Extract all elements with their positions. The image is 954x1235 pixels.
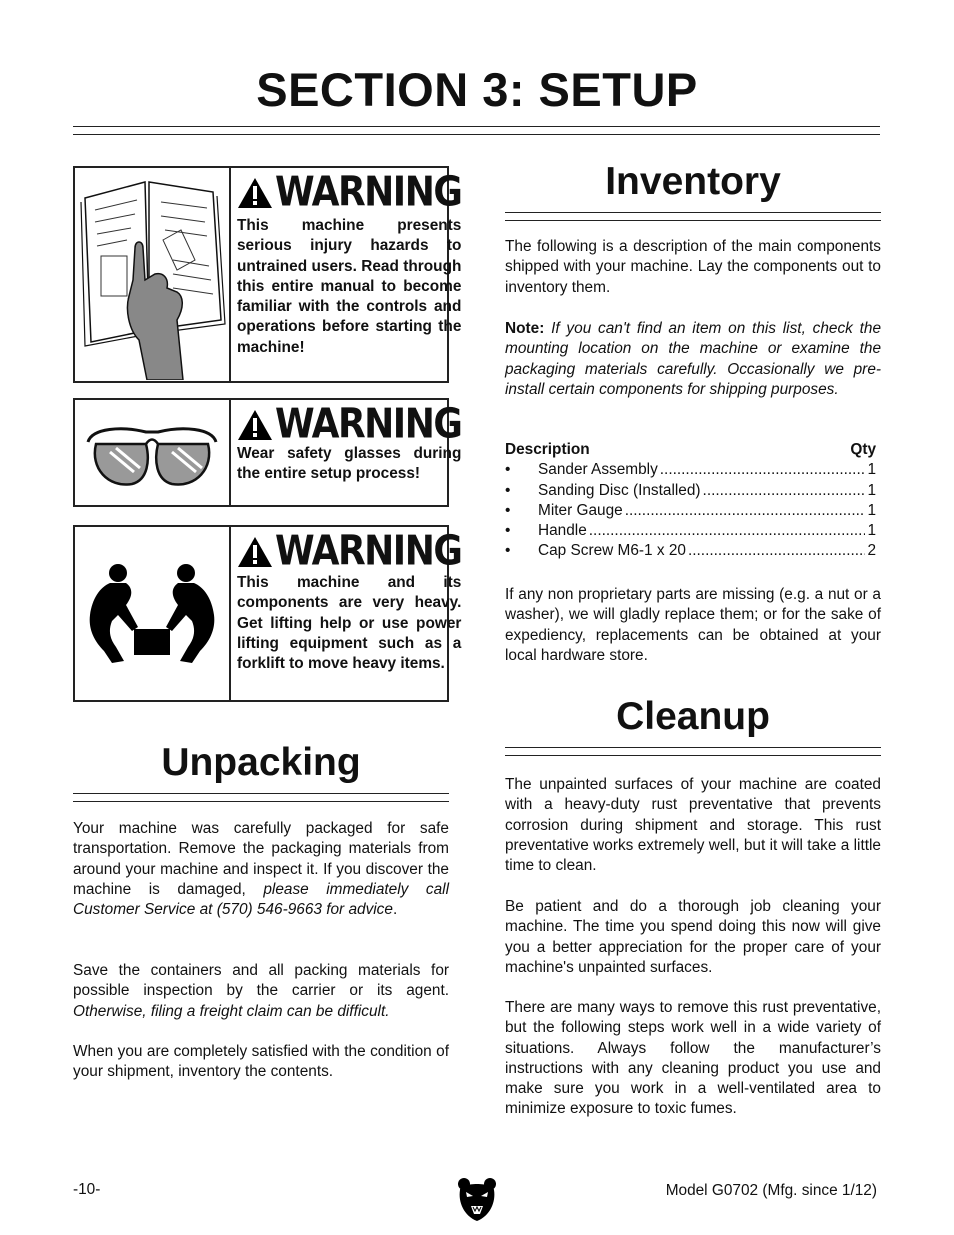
cleanup-paragraph-1: The unpainted surfaces of your machine are coated with a heavy-duty rust preventative that prevents corrosion during shipment and storage. This rust preventative works extremely well, but it will take a little time to clean.: [505, 776, 881, 875]
inventory-intro: The following is a description of the main components shipped with your machine. Lay the components out to inventory them.: [505, 238, 881, 296]
leader-dots: [589, 521, 866, 541]
warning-text: Wear safety glasses during the entire setup process!: [237, 445, 462, 483]
item-qty: 2: [867, 542, 876, 560]
warning-triangle-icon: [237, 176, 273, 210]
unpacking-divider: [73, 793, 449, 802]
item-name: Sander Assembly: [538, 461, 658, 479]
inventory-list-header: [505, 440, 876, 460]
unpacking-paragraph-3: When you are completely satisfied with the condition of your shipment, inventory the contents.: [73, 1043, 449, 1081]
warning-text: This machine presents serious injury hazards to untrained users. Read through this entire manual to become familiar with the controls and operations before starting the machine!: [237, 217, 462, 356]
inventory-note: Note: If you can't find an item on this list, check the mounting location on the machine or examine the packaging materials carefully. Occasionally we pre-install certain components for shipping purposes.: [505, 320, 882, 398]
list-item: [505, 501, 876, 521]
bullet: •: [505, 542, 511, 560]
leader-dots: [688, 541, 865, 561]
qty-column-header: Qty: [850, 441, 876, 458]
item-qty: 1: [867, 481, 876, 499]
item-qty: 1: [867, 461, 876, 479]
cleanup-paragraph-3: There are many ways to remove this rust preventative, but the following steps work well in a wide variety of situations. Always follow the manufacturer’s instructions with any cleaning product you use and make sure you work in a well-ventilated area to minimize exposure to toxic fumes.: [505, 999, 881, 1118]
item-name: Miter Gauge: [538, 501, 623, 519]
warning-triangle-icon: [237, 408, 273, 442]
bullet: •: [505, 522, 511, 540]
unpacking-paragraph-1: Your machine was carefully packaged for safe transportation. Remove the packaging materials from around your machine and inspect it. If you discover the machine is damaged, please immediately call Customer Service at (570) 546-9663 for advice.: [73, 820, 449, 919]
list-item: [505, 521, 876, 541]
warning-text: This machine and its components are very heavy. Get lifting help or use power lifting equipment such as a forklift to move heavy items.: [237, 574, 462, 673]
item-name: Handle: [538, 522, 587, 540]
list-item: [505, 541, 876, 561]
two-person-lift-icon: [75, 527, 231, 700]
item-qty: 1: [867, 501, 876, 519]
warning-heading: WARNING: [275, 168, 462, 216]
cleanup-heading: Cleanup: [616, 695, 770, 738]
warning-heading: WARNING: [275, 400, 462, 448]
page-number: -10-: [73, 1181, 101, 1198]
inventory-outro: If any non proprietary parts are missing (e.g. a nut or a washer), we will gladly replace them; or for the sake of expediency, replacements can be obtained at your local hardware store.: [505, 586, 881, 664]
manual-reading-icon: [75, 168, 231, 381]
leader-dots: [703, 481, 866, 501]
warning-box-heavy: [73, 525, 462, 702]
unpacking-heading: Unpacking: [161, 741, 361, 784]
inventory-heading: Inventory: [605, 160, 781, 203]
bullet: •: [505, 461, 511, 479]
leader-dots: [625, 501, 866, 521]
bullet: •: [505, 501, 511, 519]
safety-glasses-icon: [75, 400, 231, 505]
model-label: Model G0702 (Mfg. since 1/12): [665, 1182, 877, 1199]
unpacking-paragraph-2: Save the containers and all packing materials for possible inspection by the carrier or its agent. Otherwise, filing a freight claim can be difficult.: [73, 962, 449, 1020]
list-item: [505, 481, 876, 501]
item-qty: 1: [867, 522, 876, 540]
bullet: •: [505, 481, 511, 499]
leader-dots: [660, 460, 866, 480]
warning-box-glasses: [73, 398, 462, 507]
warning-box-manual: [73, 166, 462, 383]
title-divider: [73, 126, 880, 135]
inventory-divider: [505, 212, 881, 221]
bear-logo-icon: [456, 1176, 498, 1222]
cleanup-divider: [505, 747, 881, 756]
warning-triangle-icon: [237, 535, 273, 569]
item-name: Sanding Disc (Installed): [538, 481, 701, 499]
warning-heading: WARNING: [275, 527, 462, 575]
list-item: [505, 460, 876, 480]
cleanup-paragraph-2: Be patient and do a thorough job cleaning your machine. The time you spend doing this now will give you a better appreciation for the proper care of your machine's unpainted surfaces.: [505, 898, 881, 976]
description-column-header: Description: [505, 441, 590, 458]
item-name: Cap Screw M6-1 x 20: [538, 542, 686, 560]
inventory-list: [505, 440, 876, 562]
page-title: SECTION 3: SETUP: [256, 63, 698, 116]
